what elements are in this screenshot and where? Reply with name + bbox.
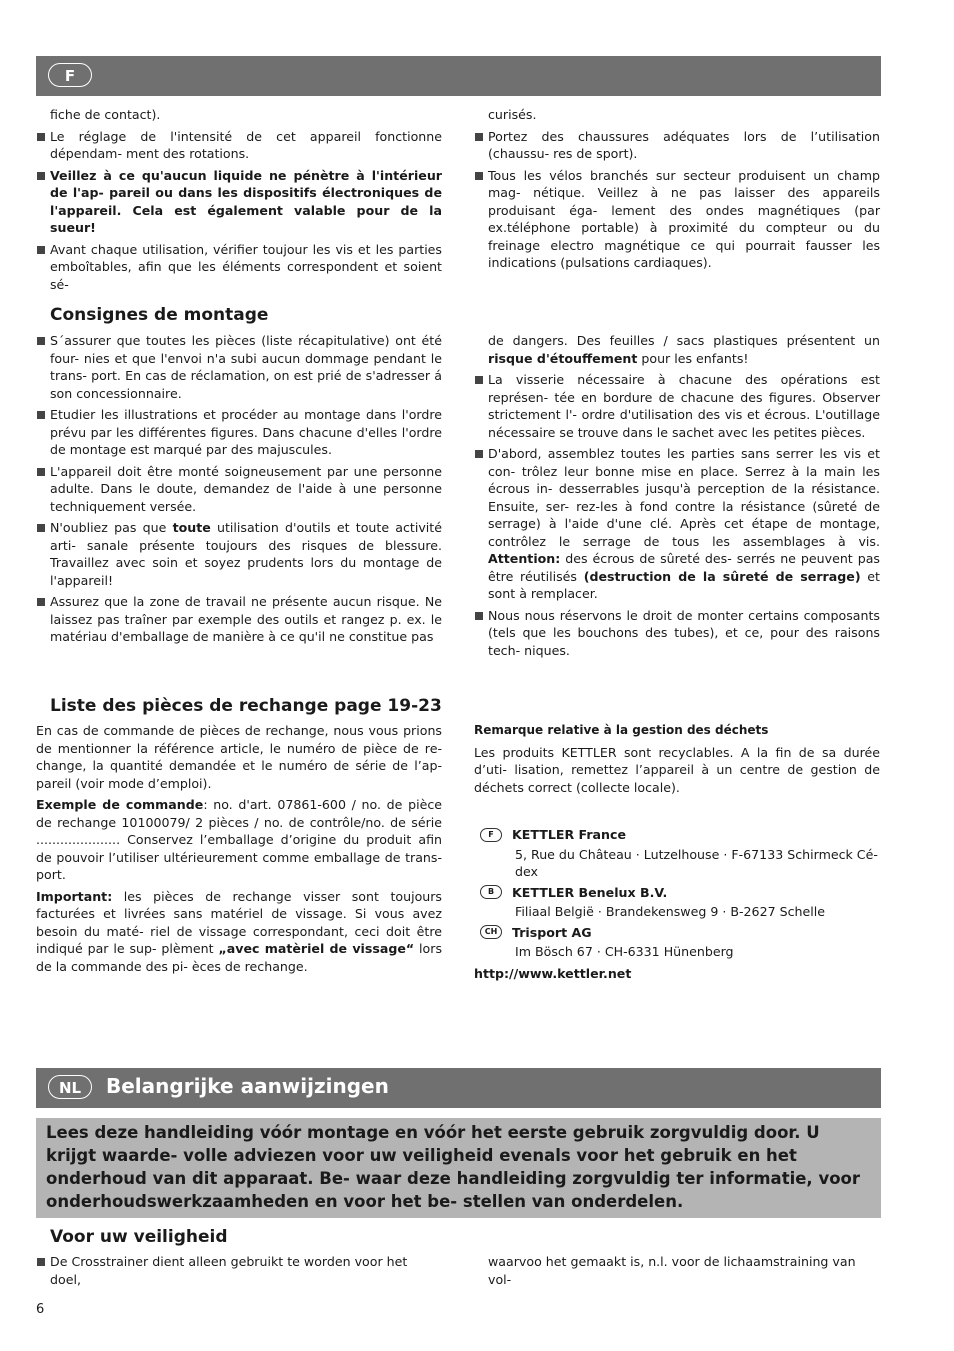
list-item: D'abord, assemblez toutes les parties sans serrer les vis et con- trôlez leur bonne mise en place. Serrez à la main les écrous in- desserrables jusqu'à perception de la résistance. Ensuite, ser- rez-les à fond contre la résistance (sûreté de serrage) à l'aide d'une clé. Après cet étape de montage, contrôlez le serrage de tous les assemblages à vis. Attention: des écrous de sûreté des- serrés ne peuvent pas être réutilisés (destruction de la sûreté de serrage) et sont à remplacer. xyxy=(474,445,880,603)
montage-column-right xyxy=(474,332,880,663)
nl-column-left xyxy=(36,1253,442,1292)
section-header-fr xyxy=(36,56,881,96)
country-badge: B xyxy=(480,885,502,899)
montage-column-left xyxy=(36,332,442,650)
country-badge: F xyxy=(480,828,502,842)
safety-column-right xyxy=(474,106,880,276)
list-item: Le réglage de l'intensité de cet appareil fonctionne dépendam- ment des rotations. xyxy=(36,128,442,163)
paragraph: Exemple de commande: no. d'art. 07861-600 / no. de pièce de rechange 10100079/ 2 pièces / no. de contrôle/no. de série ..................... Conservez l’emballage d’origine du produit afin de pouvoir l’utiliser ultérieurement comme emballage de trans- port. xyxy=(36,797,442,882)
intro-box xyxy=(36,1118,881,1218)
list-item: Avant chaque utilisation, vérifier toujour les vis et les parties emboîtables, afin que les éléments correspondent et soient sé- xyxy=(36,241,442,294)
paragraph: En cas de commande de pièces de rechange, nous vous prions de mentionner la référence article, le numéro de pièce de re- change, la quantité demandée et le numéro de série de l’ap- pareil (voir mode d’emploi). xyxy=(36,723,442,791)
contact-address: 5, Rue du Château · Lutzelhouse · F-67133 Schirmeck Cé- dex xyxy=(515,846,878,879)
continuation-text: waarvoo het gemaakt is, n.l. voor de lichaamstraining van vol- xyxy=(488,1254,856,1287)
continuation-text: de dangers. Des feuilles / sacs plastiques présentent un risque d'étouffement pour les enfants! xyxy=(488,333,880,366)
contact-name: KETTLER France xyxy=(512,827,627,842)
continuation-text: curisés. xyxy=(488,107,537,122)
list-item: S´assurer que toutes les pièces (liste récapitulative) ont été four- nies et que l'envoi n'a subi aucun dommage pendant le trans- port. En cas de réclamation, on est prié de s'adresser á son concessionnaire. xyxy=(36,332,442,402)
contact-address: Filiaal België · Brandekensweg 9 · B-2627 Schelle xyxy=(515,904,825,919)
contact-name: KETTLER Benelux B.V. xyxy=(512,884,668,900)
contacts-block xyxy=(480,826,880,961)
safety-column-left xyxy=(36,106,442,297)
list-item: Assurez que la zone de travail ne présente aucun risque. Ne laissez pas traîner par exemple des outils et rangez p. ex. le matériau d'emballage de manière à ce qu'il ne constitue pas xyxy=(36,593,442,646)
language-badge-fr: F xyxy=(48,63,92,87)
list-item: N'oubliez pas que toute utilisation d'outils et toute activité arti- sanale présente toujours des risques de blessure. Travaillez avec soin et soyez prudents lors du montage de l'appareil! xyxy=(36,519,442,589)
spare-parts-column xyxy=(36,722,442,979)
contact-entry xyxy=(480,924,880,961)
nl-column-right xyxy=(474,1253,880,1292)
section-heading: Consignes de montage xyxy=(50,305,269,325)
list-item: La visserie nécessaire à chacune des opérations est représen- tée en bordure de chacune des figures. Observer strictement l'- ordre d'utilisation des vis et écrous. L'outillage nécessaire se trouve dans le sachet avec les petites pièces. xyxy=(474,371,880,441)
paragraph: Les produits KETTLER sont recyclables. A la fin de sa durée d’uti- lisation, remettez l’appareil à un centre de gestion de déchets correct (collecte locale). xyxy=(474,744,880,795)
waste-heading: Remarque relative à la gestion des déchets xyxy=(474,723,769,737)
section-title: Belangrijke aanwijzingen xyxy=(106,1074,389,1098)
contact-entry xyxy=(480,826,880,881)
section-heading: Voor uw veiligheid xyxy=(50,1227,228,1247)
contact-address: Im Bösch 67 · CH-6331 Hünenberg xyxy=(515,944,734,959)
list-item: Tous les vélos branchés sur secteur produisent un champ mag- nétique. Veillez à ne pas laisser des appareils produisant éga- lement des ondes magnétiques (par ex.téléphone portable) à proximité du compteur ou du freinage electro magnétique ce qui pourrait fausser les indications (pulsations cardiaques). xyxy=(474,167,880,272)
contact-entry xyxy=(480,884,880,921)
contact-name: Trisport AG xyxy=(512,924,592,940)
list-item: Etudier les illustrations et procéder au montage dans l'ordre prévu par les différentes figures. Dans chacune d'elles l'ordre de montage est marqué par des majuscules. xyxy=(36,406,442,459)
paragraph: Important: les pièces de rechange visser sont toujours facturées et livrées sans matériel de vissage. Si vous avez besoin du maté- riel de vissage correspondant, ceci doit être indiqué par le sup- plèment „avec matèriel de vissage“ lors de la commande des pi- èces de rechange. xyxy=(36,888,443,974)
continuation-text: fiche de contact). xyxy=(50,107,161,122)
list-item: Veillez à ce qu'aucun liquide ne pénètre à l'intérieur de l'ap- pareil ou dans les dispositifs électroniques de l'appareil. Cela est également valable pour de la sueur! xyxy=(36,167,442,237)
country-badge: CH xyxy=(480,925,502,939)
list-item: De Crosstrainer dient alleen gebruikt te worden voor het doel, xyxy=(36,1253,442,1288)
page-number: 6 xyxy=(36,1302,45,1317)
language-badge-nl: NL xyxy=(48,1075,92,1099)
list-item: Portez des chaussures adéquates lors de l’utilisation (chaussu- res de sport). xyxy=(474,128,880,163)
list-item: Nous nous réservons le droit de monter certains composants (tels que les bouchons des tubes), et ce, pour des raisons tech- niques. xyxy=(474,607,880,660)
list-item: L'appareil doit être monté soigneusement par une personne adulte. Dans le doute, demandez de l'aide à une personne techniquement versée. xyxy=(36,463,442,516)
website-link[interactable]: http://www.kettler.net xyxy=(474,966,632,981)
section-heading: Liste des pièces de rechange page 19-23 xyxy=(50,696,442,716)
intro-text: Lees deze handleiding vóór montage en vóór het eerste gebruik zorgvuldig door. U krijgt waarde- volle adviezen voor uw veiligheid evenals voor het gebruik en het onderhoud van dit apparaat. Be- waar deze handleiding zorgvuldig ter informatie, voor onderhoudswerkzaamheden en voor het be- stellen van onderdelen. xyxy=(46,1123,861,1211)
section-header-nl xyxy=(36,1068,881,1108)
waste-column xyxy=(474,722,880,800)
